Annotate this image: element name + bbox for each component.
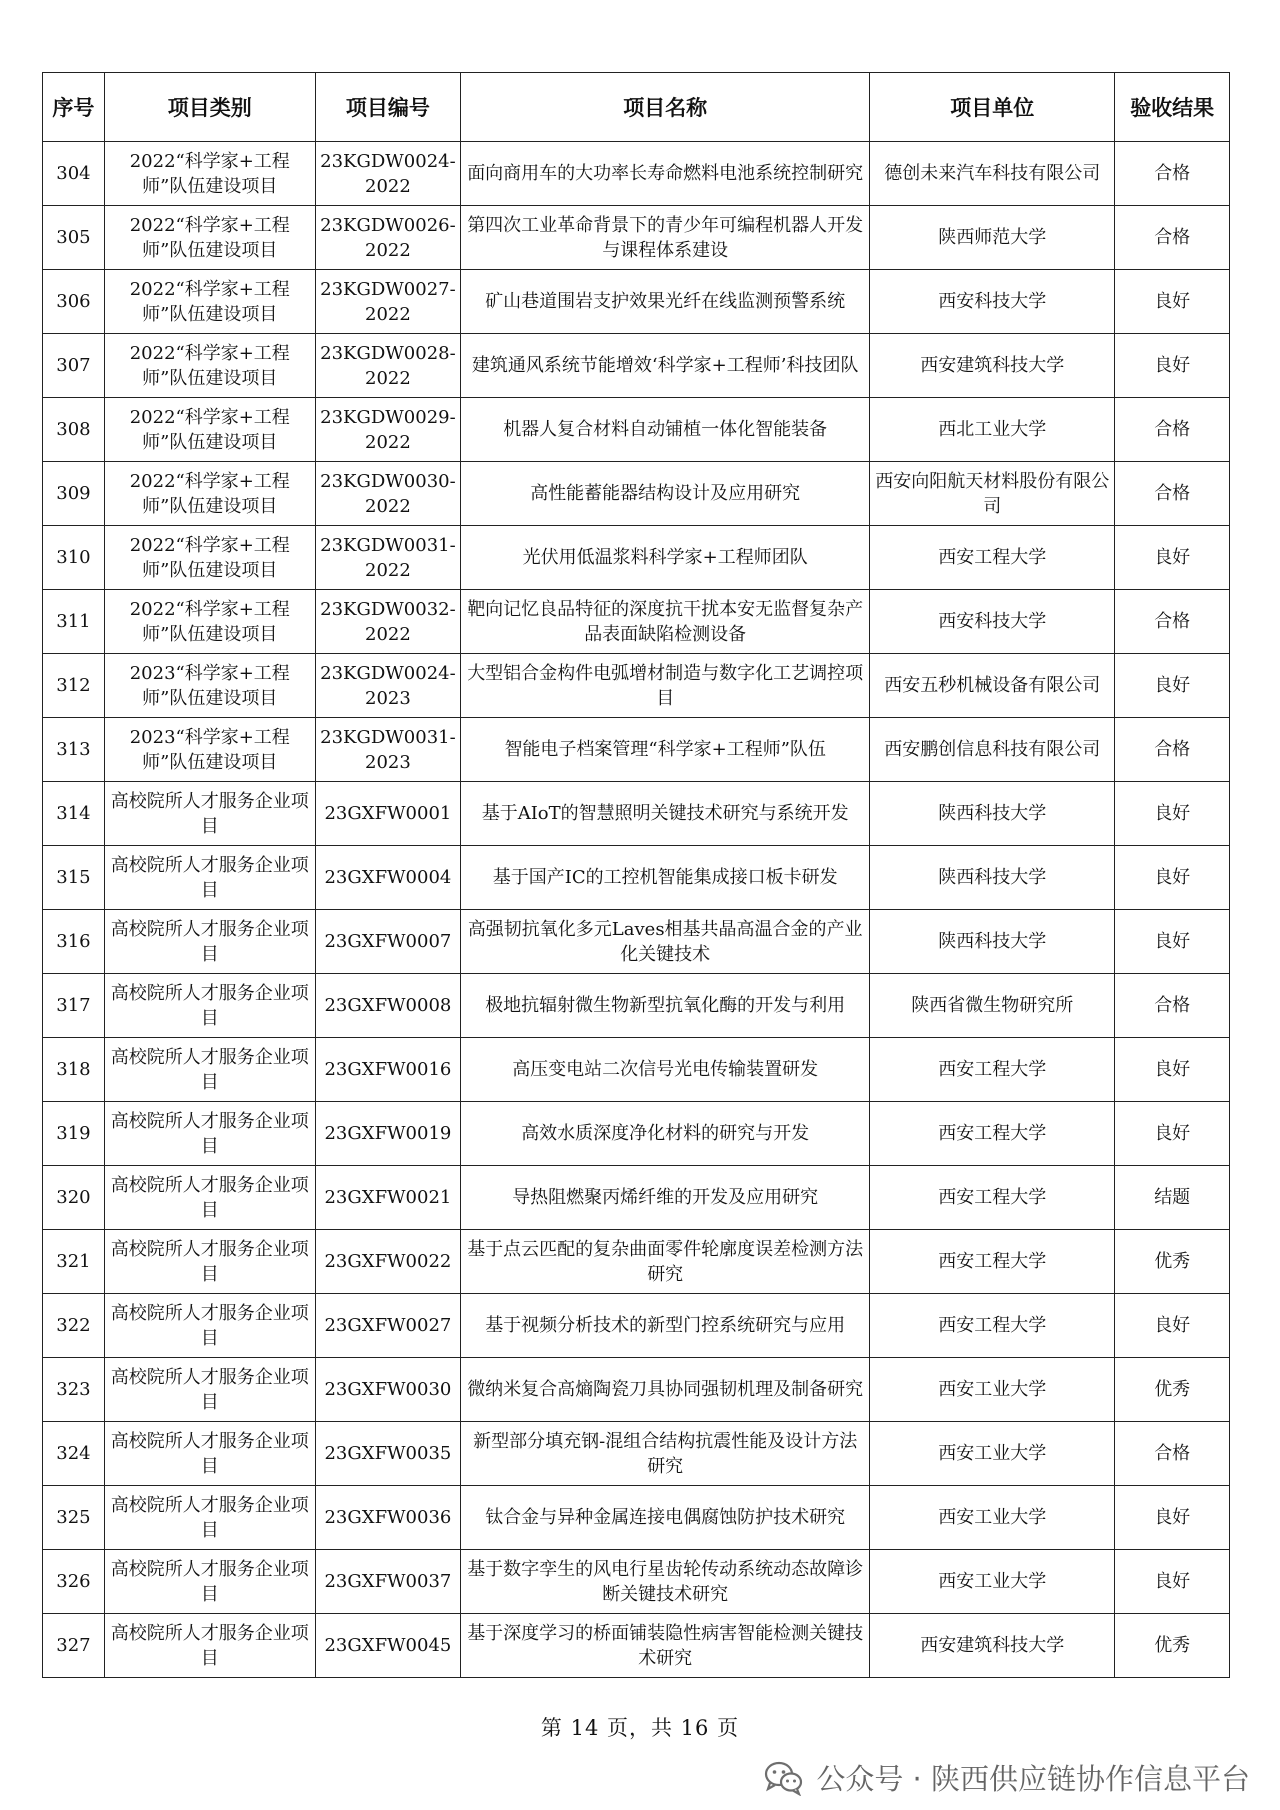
cell-unit: 陕西科技大学	[870, 782, 1115, 846]
cell-unit: 西安工程大学	[870, 1166, 1115, 1230]
cell-category: 2022“科学家+工程师”队伍建设项目	[104, 398, 315, 462]
cell-category: 2023“科学家+工程师”队伍建设项目	[104, 654, 315, 718]
cell-project-name: 基于视频分析技术的新型门控系统研究与应用	[461, 1294, 870, 1358]
cell-code: 23GXFW0008	[315, 974, 461, 1038]
cell-seq: 325	[43, 1486, 105, 1550]
cell-code: 23GXFW0021	[315, 1166, 461, 1230]
cell-project-name: 新型部分填充钢-混组合结构抗震性能及设计方法研究	[461, 1422, 870, 1486]
cell-category: 2022“科学家+工程师”队伍建设项目	[104, 590, 315, 654]
cell-project-name: 高性能蓄能器结构设计及应用研究	[461, 462, 870, 526]
table-row	[43, 270, 1230, 334]
cell-seq: 323	[43, 1358, 105, 1422]
cell-unit: 西安科技大学	[870, 270, 1115, 334]
cell-project-name: 建筑通风系统节能增效‘科学家+工程师’科技团队	[461, 334, 870, 398]
wechat-icon	[764, 1760, 804, 1796]
cell-category: 高校院所人才服务企业项目	[104, 1166, 315, 1230]
cell-result: 良好	[1115, 270, 1230, 334]
cell-result: 良好	[1115, 654, 1230, 718]
cell-unit: 西安工业大学	[870, 1486, 1115, 1550]
cell-category: 高校院所人才服务企业项目	[104, 1038, 315, 1102]
cell-unit: 西安建筑科技大学	[870, 334, 1115, 398]
cell-code: 23GXFW0045	[315, 1614, 461, 1678]
cell-code: 23GXFW0001	[315, 782, 461, 846]
cell-result: 良好	[1115, 1038, 1230, 1102]
cell-code: 23GXFW0019	[315, 1102, 461, 1166]
table-row	[43, 206, 1230, 270]
cell-seq: 316	[43, 910, 105, 974]
cell-result: 良好	[1115, 1102, 1230, 1166]
cell-code: 23KGDW0024-2023	[315, 654, 461, 718]
cell-project-name: 矿山巷道围岩支护效果光纤在线监测预警系统	[461, 270, 870, 334]
cell-result: 良好	[1115, 1486, 1230, 1550]
table-row	[43, 1422, 1230, 1486]
cell-result: 合格	[1115, 206, 1230, 270]
cell-seq: 324	[43, 1422, 105, 1486]
cell-category: 2023“科学家+工程师”队伍建设项目	[104, 718, 315, 782]
cell-category: 高校院所人才服务企业项目	[104, 1102, 315, 1166]
cell-category: 高校院所人才服务企业项目	[104, 1422, 315, 1486]
cell-result: 良好	[1115, 782, 1230, 846]
cell-seq: 321	[43, 1230, 105, 1294]
cell-category: 高校院所人才服务企业项目	[104, 1486, 315, 1550]
cell-result: 良好	[1115, 526, 1230, 590]
cell-seq: 320	[43, 1166, 105, 1230]
table-row	[43, 846, 1230, 910]
cell-code: 23KGDW0031-2023	[315, 718, 461, 782]
cell-unit: 西安五秒机械设备有限公司	[870, 654, 1115, 718]
cell-project-name: 基于数字孪生的风电行星齿轮传动系统动态故障诊断关键技术研究	[461, 1550, 870, 1614]
table-row	[43, 654, 1230, 718]
cell-code: 23KGDW0028-2022	[315, 334, 461, 398]
cell-result: 良好	[1115, 846, 1230, 910]
cell-category: 高校院所人才服务企业项目	[104, 1614, 315, 1678]
cell-category: 高校院所人才服务企业项目	[104, 1550, 315, 1614]
cell-seq: 309	[43, 462, 105, 526]
cell-code: 23GXFW0007	[315, 910, 461, 974]
cell-project-name: 极地抗辐射微生物新型抗氧化酶的开发与利用	[461, 974, 870, 1038]
cell-code: 23KGDW0031-2022	[315, 526, 461, 590]
cell-seq: 306	[43, 270, 105, 334]
header-category: 项目类别	[104, 73, 315, 142]
table-row	[43, 1614, 1230, 1678]
cell-project-name: 导热阻燃聚丙烯纤维的开发及应用研究	[461, 1166, 870, 1230]
cell-seq: 322	[43, 1294, 105, 1358]
cell-unit: 陕西省微生物研究所	[870, 974, 1115, 1038]
cell-seq: 326	[43, 1550, 105, 1614]
cell-project-name: 基于AIoT的智慧照明关键技术研究与系统开发	[461, 782, 870, 846]
cell-unit: 西安工程大学	[870, 1038, 1115, 1102]
cell-project-name: 面向商用车的大功率长寿命燃料电池系统控制研究	[461, 142, 870, 206]
cell-unit: 西安鹏创信息科技有限公司	[870, 718, 1115, 782]
cell-code: 23GXFW0036	[315, 1486, 461, 1550]
cell-unit: 西安工程大学	[870, 1102, 1115, 1166]
cell-unit: 陕西科技大学	[870, 910, 1115, 974]
table-row	[43, 142, 1230, 206]
cell-unit: 西安工业大学	[870, 1358, 1115, 1422]
cell-result: 合格	[1115, 718, 1230, 782]
table-row	[43, 1230, 1230, 1294]
cell-unit: 德创未来汽车科技有限公司	[870, 142, 1115, 206]
cell-unit: 西安工程大学	[870, 1294, 1115, 1358]
table-row	[43, 1550, 1230, 1614]
cell-category: 高校院所人才服务企业项目	[104, 910, 315, 974]
table-row	[43, 1294, 1230, 1358]
header-code: 项目编号	[315, 73, 461, 142]
cell-project-name: 第四次工业革命背景下的青少年可编程机器人开发与课程体系建设	[461, 206, 870, 270]
cell-project-name: 高强韧抗氧化多元Laves相基共晶高温合金的产业化关键技术	[461, 910, 870, 974]
cell-project-name: 微纳米复合高熵陶瓷刀具协同强韧机理及制备研究	[461, 1358, 870, 1422]
cell-project-name: 基于点云匹配的复杂曲面零件轮廓度误差检测方法研究	[461, 1230, 870, 1294]
cell-project-name: 钛合金与异种金属连接电偶腐蚀防护技术研究	[461, 1486, 870, 1550]
cell-project-name: 基于国产IC的工控机智能集成接口板卡研发	[461, 846, 870, 910]
header-name: 项目名称	[461, 73, 870, 142]
header-unit: 项目单位	[870, 73, 1115, 142]
table-row	[43, 718, 1230, 782]
cell-category: 高校院所人才服务企业项目	[104, 782, 315, 846]
cell-seq: 318	[43, 1038, 105, 1102]
cell-category: 2022“科学家+工程师”队伍建设项目	[104, 270, 315, 334]
cell-result: 合格	[1115, 1422, 1230, 1486]
cell-project-name: 智能电子档案管理“科学家+工程师”队伍	[461, 718, 870, 782]
acceptance-results-table	[42, 72, 1230, 1678]
cell-project-name: 光伏用低温浆料科学家+工程师团队	[461, 526, 870, 590]
cell-result: 结题	[1115, 1166, 1230, 1230]
cell-result: 良好	[1115, 334, 1230, 398]
cell-category: 高校院所人才服务企业项目	[104, 1358, 315, 1422]
cell-seq: 308	[43, 398, 105, 462]
cell-result: 合格	[1115, 974, 1230, 1038]
table-row	[43, 1102, 1230, 1166]
cell-code: 23GXFW0022	[315, 1230, 461, 1294]
cell-seq: 315	[43, 846, 105, 910]
table-row	[43, 1038, 1230, 1102]
cell-category: 高校院所人才服务企业项目	[104, 846, 315, 910]
cell-result: 优秀	[1115, 1614, 1230, 1678]
table-row	[43, 1486, 1230, 1550]
cell-seq: 311	[43, 590, 105, 654]
cell-seq: 312	[43, 654, 105, 718]
cell-unit: 陕西师范大学	[870, 206, 1115, 270]
cell-code: 23KGDW0029-2022	[315, 398, 461, 462]
table-row	[43, 910, 1230, 974]
table-row	[43, 398, 1230, 462]
table-header-row	[43, 73, 1230, 142]
cell-category: 2022“科学家+工程师”队伍建设项目	[104, 142, 315, 206]
cell-result: 优秀	[1115, 1358, 1230, 1422]
cell-project-name: 高压变电站二次信号光电传输装置研发	[461, 1038, 870, 1102]
cell-result: 合格	[1115, 142, 1230, 206]
cell-category: 2022“科学家+工程师”队伍建设项目	[104, 206, 315, 270]
cell-seq: 313	[43, 718, 105, 782]
watermark-text: 公众号 · 陕西供应链协作信息平台	[816, 1762, 1250, 1796]
cell-seq: 314	[43, 782, 105, 846]
cell-seq: 304	[43, 142, 105, 206]
cell-unit: 陕西科技大学	[870, 846, 1115, 910]
cell-unit: 西安建筑科技大学	[870, 1614, 1115, 1678]
watermark	[764, 1757, 1250, 1798]
cell-category: 2022“科学家+工程师”队伍建设项目	[104, 462, 315, 526]
cell-category: 高校院所人才服务企业项目	[104, 1230, 315, 1294]
cell-project-name: 高效水质深度净化材料的研究与开发	[461, 1102, 870, 1166]
cell-category: 高校院所人才服务企业项目	[104, 1294, 315, 1358]
cell-seq: 305	[43, 206, 105, 270]
cell-unit: 西安工业大学	[870, 1550, 1115, 1614]
cell-project-name: 靶向记忆良品特征的深度抗干扰本安无监督复杂产品表面缺陷检测设备	[461, 590, 870, 654]
cell-unit: 西安工程大学	[870, 1230, 1115, 1294]
cell-project-name: 机器人复合材料自动铺植一体化智能装备	[461, 398, 870, 462]
cell-code: 23KGDW0026-2022	[315, 206, 461, 270]
page-footer: 第 14 页，共 16 页	[540, 1716, 740, 1740]
cell-project-name: 大型铝合金构件电弧增材制造与数字化工艺调控项目	[461, 654, 870, 718]
header-seq: 序号	[43, 73, 105, 142]
cell-code: 23KGDW0032-2022	[315, 590, 461, 654]
cell-category: 2022“科学家+工程师”队伍建设项目	[104, 334, 315, 398]
table-body	[43, 142, 1230, 1678]
cell-result: 合格	[1115, 462, 1230, 526]
cell-code: 23KGDW0030-2022	[315, 462, 461, 526]
cell-unit: 西安工业大学	[870, 1422, 1115, 1486]
cell-seq: 317	[43, 974, 105, 1038]
cell-seq: 307	[43, 334, 105, 398]
header-result: 验收结果	[1115, 73, 1230, 142]
cell-result: 优秀	[1115, 1230, 1230, 1294]
cell-unit: 西北工业大学	[870, 398, 1115, 462]
cell-code: 23GXFW0030	[315, 1358, 461, 1422]
cell-code: 23GXFW0027	[315, 1294, 461, 1358]
cell-result: 合格	[1115, 590, 1230, 654]
cell-unit: 西安科技大学	[870, 590, 1115, 654]
cell-seq: 310	[43, 526, 105, 590]
cell-code: 23GXFW0004	[315, 846, 461, 910]
cell-result: 良好	[1115, 910, 1230, 974]
cell-seq: 319	[43, 1102, 105, 1166]
cell-category: 2022“科学家+工程师”队伍建设项目	[104, 526, 315, 590]
cell-seq: 327	[43, 1614, 105, 1678]
cell-code: 23GXFW0016	[315, 1038, 461, 1102]
table-row	[43, 526, 1230, 590]
table-row	[43, 974, 1230, 1038]
cell-project-name: 基于深度学习的桥面铺装隐性病害智能检测关键技术研究	[461, 1614, 870, 1678]
table-row	[43, 462, 1230, 526]
cell-result: 良好	[1115, 1550, 1230, 1614]
table-row	[43, 334, 1230, 398]
cell-unit: 西安向阳航天材料股份有限公司	[870, 462, 1115, 526]
cell-result: 良好	[1115, 1294, 1230, 1358]
cell-unit: 西安工程大学	[870, 526, 1115, 590]
cell-result: 合格	[1115, 398, 1230, 462]
table-row	[43, 782, 1230, 846]
cell-category: 高校院所人才服务企业项目	[104, 974, 315, 1038]
cell-code: 23GXFW0035	[315, 1422, 461, 1486]
cell-code: 23GXFW0037	[315, 1550, 461, 1614]
cell-code: 23KGDW0027-2022	[315, 270, 461, 334]
cell-code: 23KGDW0024-2022	[315, 142, 461, 206]
table-row	[43, 1358, 1230, 1422]
table-row	[43, 590, 1230, 654]
table-row	[43, 1166, 1230, 1230]
